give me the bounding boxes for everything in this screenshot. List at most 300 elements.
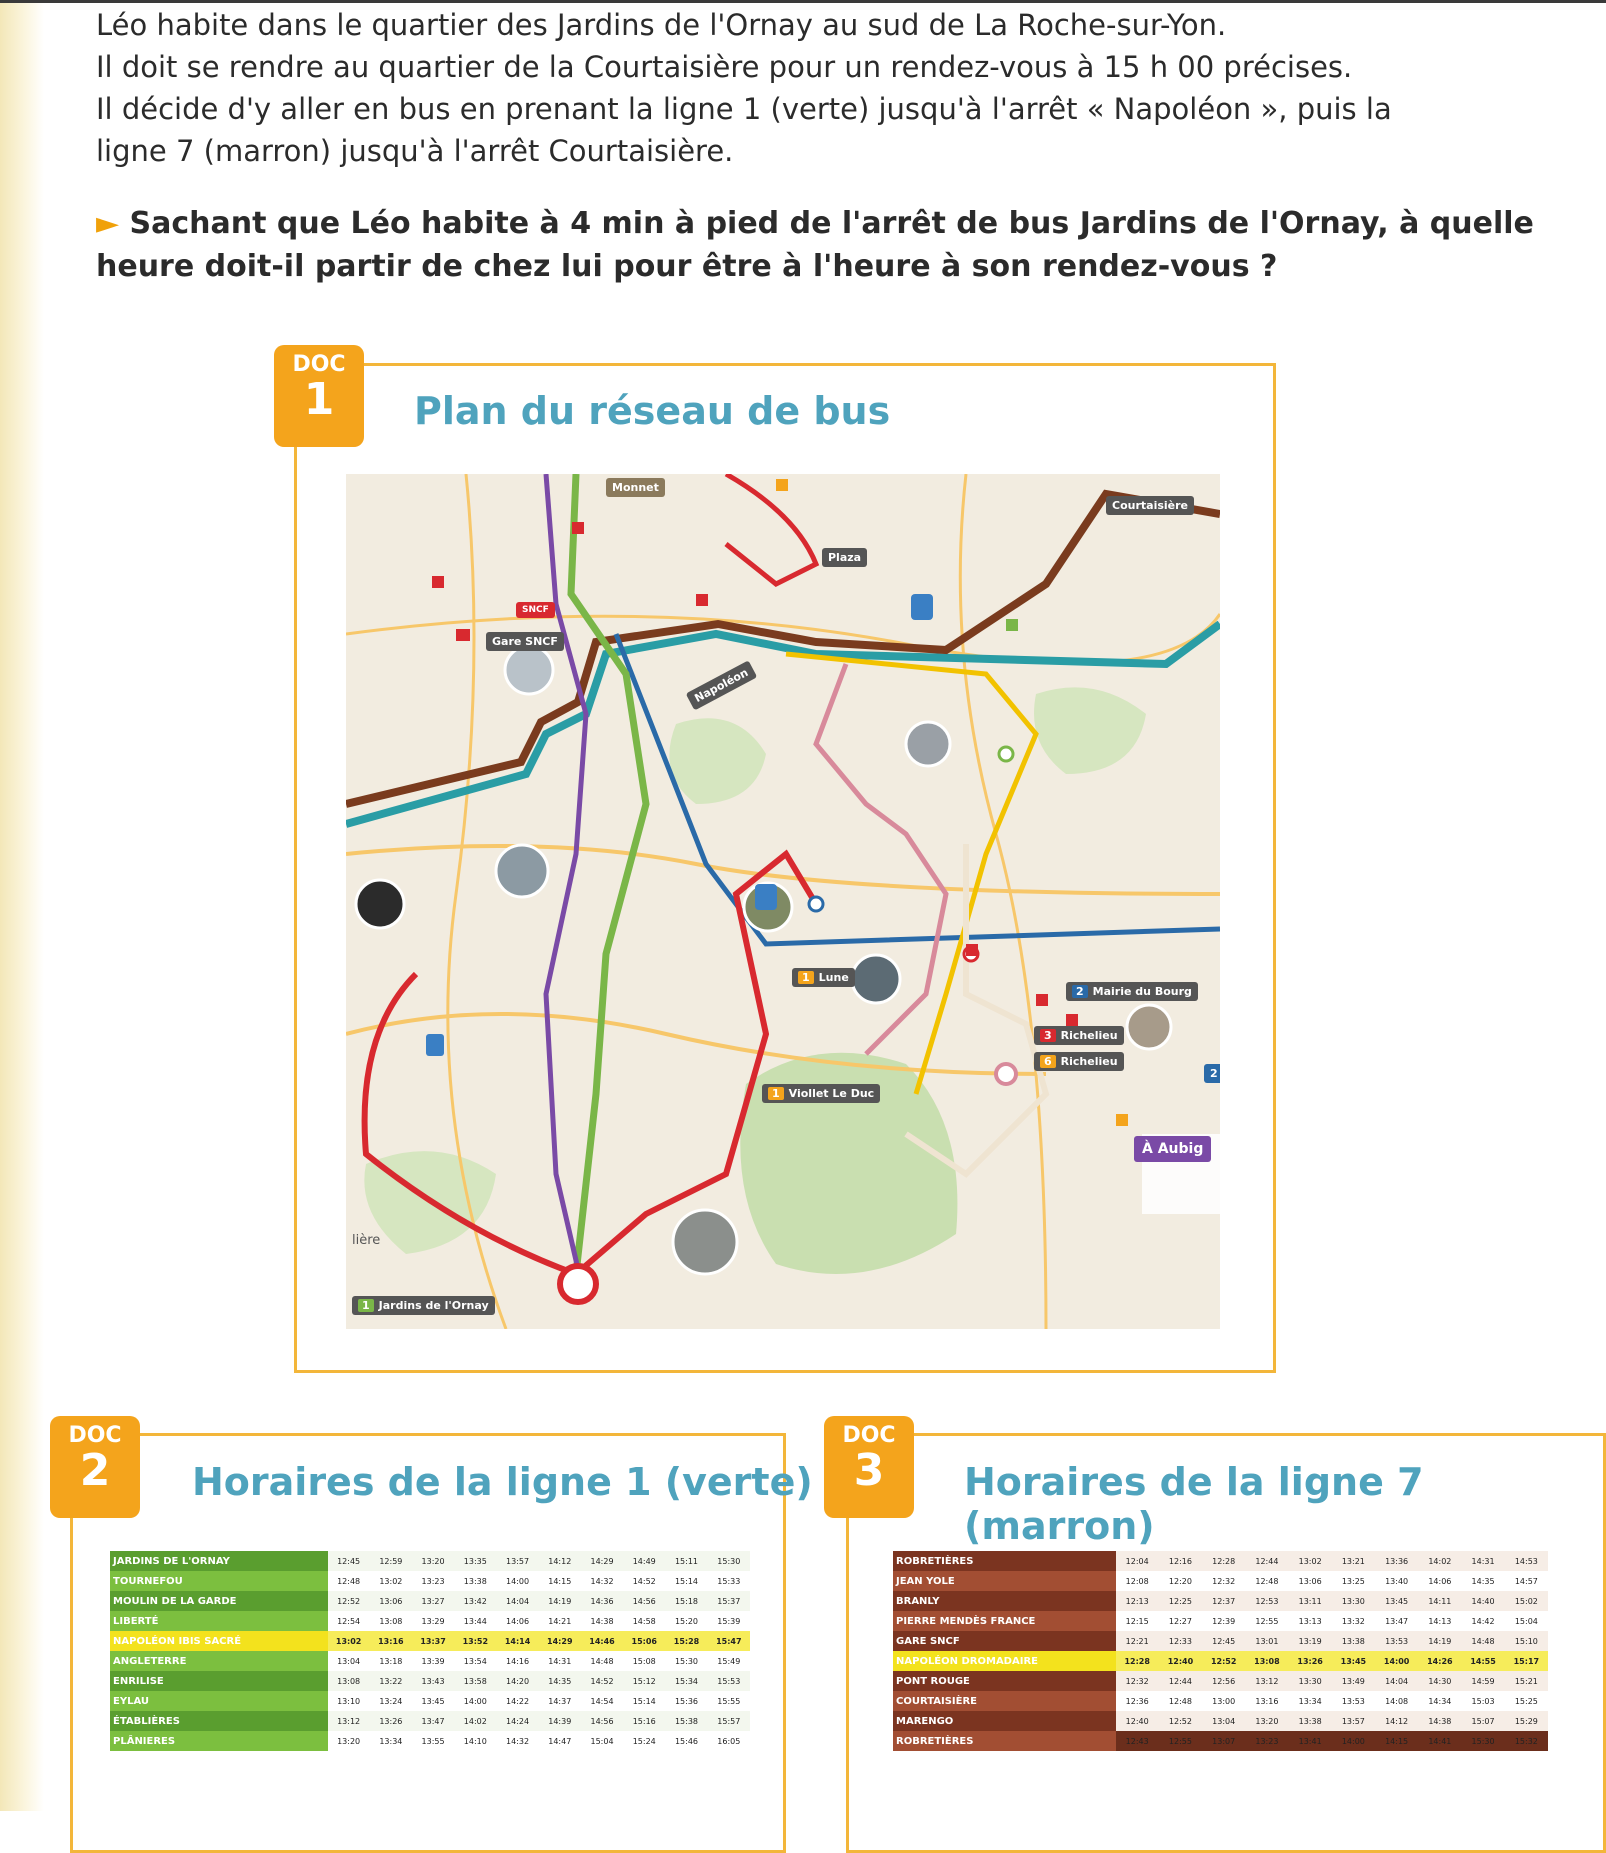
- exercise-question: [96, 202, 1576, 288]
- stop-name: Richelieu: [1060, 1055, 1118, 1068]
- departure-time-cell: 15:21: [1505, 1671, 1548, 1691]
- timetable-line-1: [110, 1551, 750, 1751]
- departure-time-cell: 14:46: [581, 1631, 623, 1651]
- departure-time-cell: 12:21: [1116, 1631, 1159, 1651]
- departure-time-cell: 14:21: [539, 1611, 581, 1631]
- departure-time-cell: 15:47: [708, 1631, 750, 1651]
- departure-time-cell: 13:26: [370, 1711, 412, 1731]
- photo-thumbnail: [496, 845, 548, 897]
- departure-time-cell: 14:00: [1375, 1651, 1418, 1671]
- departure-time-cell: 12:53: [1245, 1591, 1288, 1611]
- departure-time-cell: 13:55: [412, 1731, 454, 1751]
- departure-time-cell: 13:57: [496, 1551, 538, 1571]
- map-label-courtaisiere: Courtaisière: [1106, 496, 1194, 515]
- departure-time-cell: 15:53: [708, 1671, 750, 1691]
- departure-time-cell: 14:53: [1505, 1551, 1548, 1571]
- doc2-badge: [50, 1416, 140, 1518]
- departure-time-cell: 15:55: [708, 1691, 750, 1711]
- departure-time-cell: 15:36: [665, 1691, 707, 1711]
- departure-time-cell: 15:57: [708, 1711, 750, 1731]
- departure-time-cell: 13:49: [1332, 1671, 1375, 1691]
- departure-time-cell: 12:32: [1116, 1671, 1159, 1691]
- question-text: Sachant que Léo habite à 4 min à pied de l'arrêt de bus Jardins de l'Ornay, à quelle: [129, 206, 1534, 241]
- departure-time-cell: 15:39: [708, 1611, 750, 1631]
- departure-time-cell: 14:49: [623, 1551, 665, 1571]
- departure-time-cell: 13:19: [1289, 1631, 1332, 1651]
- line-number: 1: [358, 1299, 374, 1312]
- departure-time-cell: 12:52: [1159, 1711, 1202, 1731]
- departure-time-cell: 13:41: [1289, 1731, 1332, 1751]
- departure-time-cell: 12:55: [1159, 1731, 1202, 1751]
- stop-name-cell: NAPOLÉON IBIS SACRÉ: [110, 1631, 328, 1651]
- departure-time-cell: 12:15: [1116, 1611, 1159, 1631]
- stop-name-cell: ROBRETIÈRES: [893, 1551, 1116, 1571]
- doc-label: DOC: [842, 1423, 896, 1448]
- photo-thumbnail: [673, 1210, 737, 1274]
- departure-time-cell: 12:33: [1159, 1631, 1202, 1651]
- point-of-interest-icon: [432, 576, 444, 588]
- stop-name-cell: TOURNEFOU: [110, 1571, 328, 1591]
- photo-thumbnail: [1127, 1005, 1171, 1049]
- timetable-row: [110, 1651, 750, 1671]
- departure-time-cell: 12:45: [328, 1551, 370, 1571]
- departure-time-cell: 13:02: [370, 1571, 412, 1591]
- departure-time-cell: 14:00: [496, 1571, 538, 1591]
- timetable-row: [110, 1631, 750, 1651]
- departure-time-cell: 12:37: [1202, 1591, 1245, 1611]
- map-label-liere: lière: [352, 1233, 381, 1248]
- departure-time-cell: 15:11: [665, 1551, 707, 1571]
- departure-time-cell: 12:04: [1116, 1551, 1159, 1571]
- departure-time-cell: 14:16: [496, 1651, 538, 1671]
- departure-time-cell: 13:47: [412, 1711, 454, 1731]
- map-label-napoleon: Napoléon: [686, 661, 757, 711]
- departure-time-cell: 14:34: [1418, 1691, 1461, 1711]
- departure-time-cell: 14:12: [539, 1551, 581, 1571]
- stop-name-cell: BRANLY: [893, 1591, 1116, 1611]
- stop-name-cell: JARDINS DE L'ORNAY: [110, 1551, 328, 1571]
- stop-marker: [999, 747, 1013, 761]
- departure-time-cell: 12:28: [1116, 1651, 1159, 1671]
- timetable-row: [893, 1691, 1548, 1711]
- map-label-lune: [792, 968, 855, 987]
- departure-time-cell: 12:20: [1159, 1571, 1202, 1591]
- stop-name-cell: EYLAU: [110, 1691, 328, 1711]
- departure-time-cell: 14:58: [623, 1611, 665, 1631]
- departure-time-cell: 14:06: [1418, 1571, 1461, 1591]
- departure-time-cell: 15:18: [665, 1591, 707, 1611]
- departure-time-cell: 13:53: [1375, 1631, 1418, 1651]
- departure-time-cell: 13:39: [412, 1651, 454, 1671]
- departure-time-cell: 13:57: [1332, 1711, 1375, 1731]
- doc-label: DOC: [68, 1423, 122, 1448]
- stop-name-cell: PLÂNIERES: [110, 1731, 328, 1751]
- timetable-row: [110, 1611, 750, 1631]
- departure-time-cell: 15:32: [1505, 1731, 1548, 1751]
- point-of-interest-icon: [572, 522, 584, 534]
- departure-time-cell: 13:42: [454, 1591, 496, 1611]
- timetable-row: [893, 1711, 1548, 1731]
- departure-time-cell: 13:44: [454, 1611, 496, 1631]
- departure-time-cell: 12:32: [1202, 1571, 1245, 1591]
- timetable-row: [893, 1631, 1548, 1651]
- terminus-marker: [560, 1266, 596, 1302]
- departure-time-cell: 14:04: [496, 1591, 538, 1611]
- stop-name-cell: ÉTABLIÈRES: [110, 1711, 328, 1731]
- departure-time-cell: 12:44: [1159, 1671, 1202, 1691]
- departure-time-cell: 12:36: [1116, 1691, 1159, 1711]
- departure-time-cell: 14:08: [1375, 1691, 1418, 1711]
- doc-number: 3: [853, 1445, 885, 1496]
- departure-time-cell: 12:40: [1116, 1711, 1159, 1731]
- departure-time-cell: 15:03: [1461, 1691, 1504, 1711]
- departure-time-cell: 15:30: [1461, 1731, 1504, 1751]
- departure-time-cell: 13:47: [1375, 1611, 1418, 1631]
- departure-time-cell: 14:52: [623, 1571, 665, 1591]
- departure-time-cell: 13:08: [328, 1671, 370, 1691]
- timetable-row: [893, 1651, 1548, 1671]
- departure-time-cell: 13:11: [1289, 1591, 1332, 1611]
- departure-time-cell: 14:54: [581, 1691, 623, 1711]
- timetable-row: [110, 1551, 750, 1571]
- departure-time-cell: 13:26: [1289, 1651, 1332, 1671]
- stop-name-cell: PONT ROUGE: [893, 1671, 1116, 1691]
- timetable-row: [893, 1611, 1548, 1631]
- departure-time-cell: 13:00: [1202, 1691, 1245, 1711]
- departure-time-cell: 14:32: [496, 1731, 538, 1751]
- stop-name-cell: NAPOLÉON DROMADAIRE: [893, 1651, 1116, 1671]
- departure-time-cell: 14:14: [496, 1631, 538, 1651]
- departure-time-cell: 14:48: [581, 1651, 623, 1671]
- departure-time-cell: 14:26: [1418, 1651, 1461, 1671]
- timetable-row: [893, 1671, 1548, 1691]
- departure-time-cell: 13:02: [1289, 1551, 1332, 1571]
- departure-time-cell: 12:27: [1159, 1611, 1202, 1631]
- stop-name-cell: PIERRE MENDÈS FRANCE: [893, 1611, 1116, 1631]
- departure-time-cell: 15:24: [623, 1731, 665, 1751]
- map-label-monnet: Monnet: [606, 478, 665, 497]
- departure-time-cell: 14:29: [539, 1631, 581, 1651]
- departure-time-cell: 13:02: [328, 1631, 370, 1651]
- timetable-row: [110, 1711, 750, 1731]
- departure-time-cell: 14:41: [1418, 1731, 1461, 1751]
- departure-time-cell: 13:08: [1245, 1651, 1288, 1671]
- departure-time-cell: 15:06: [623, 1631, 665, 1651]
- photo-thumbnail: [906, 722, 950, 766]
- departure-time-cell: 14:12: [1375, 1711, 1418, 1731]
- departure-time-cell: 15:02: [1505, 1591, 1548, 1611]
- departure-time-cell: 15:28: [665, 1631, 707, 1651]
- stop-name-cell: COURTAISIÈRE: [893, 1691, 1116, 1711]
- departure-time-cell: 15:20: [665, 1611, 707, 1631]
- departure-time-cell: 13:20: [328, 1731, 370, 1751]
- exercise-statement: [96, 4, 1576, 172]
- map-label-aubigny: À Aubig: [1134, 1136, 1211, 1162]
- departure-time-cell: 15:29: [1505, 1711, 1548, 1731]
- departure-time-cell: 12:39: [1202, 1611, 1245, 1631]
- departure-time-cell: 13:23: [1245, 1731, 1288, 1751]
- departure-time-cell: 12:59: [370, 1551, 412, 1571]
- point-of-interest-icon: [1116, 1114, 1128, 1126]
- departure-time-cell: 13:01: [1245, 1631, 1288, 1651]
- stop-name: Viollet Le Duc: [788, 1087, 875, 1100]
- departure-time-cell: 12:40: [1159, 1651, 1202, 1671]
- statement-line: Il décide d'y aller en bus en prenant la ligne 1 (verte) jusqu'à l'arrêt « Napoléon », puis la: [96, 92, 1392, 126]
- stop-name-cell: MARENGO: [893, 1711, 1116, 1731]
- departure-time-cell: 15:14: [665, 1571, 707, 1591]
- departure-time-cell: 14:22: [496, 1691, 538, 1711]
- departure-time-cell: 14:04: [1375, 1671, 1418, 1691]
- departure-time-cell: 13:18: [370, 1651, 412, 1671]
- timetable-row: [893, 1571, 1548, 1591]
- departure-time-cell: 13:06: [1289, 1571, 1332, 1591]
- departure-time-cell: 14:02: [454, 1711, 496, 1731]
- photo-thumbnail: [505, 646, 553, 694]
- arrow-icon: ►: [96, 206, 120, 241]
- parking-icon: [755, 884, 777, 910]
- departure-time-cell: 12:43: [1116, 1731, 1159, 1751]
- departure-time-cell: 12:13: [1116, 1591, 1159, 1611]
- stop-name-cell: ENRILISE: [110, 1671, 328, 1691]
- departure-time-cell: 13:43: [412, 1671, 454, 1691]
- departure-time-cell: 15:04: [1505, 1611, 1548, 1631]
- departure-time-cell: 13:08: [370, 1611, 412, 1631]
- departure-time-cell: 13:23: [412, 1571, 454, 1591]
- timetable-row: [110, 1571, 750, 1591]
- map-label-mairie-du-bourg: [1066, 982, 1198, 1001]
- departure-time-cell: 13:20: [412, 1551, 454, 1571]
- statement-line: Léo habite dans le quartier des Jardins de l'Ornay au sud de La Roche-sur-Yon.: [96, 8, 1227, 42]
- departure-time-cell: 14:48: [1461, 1631, 1504, 1651]
- departure-time-cell: 15:07: [1461, 1711, 1504, 1731]
- departure-time-cell: 13:16: [370, 1631, 412, 1651]
- departure-time-cell: 14:37: [539, 1691, 581, 1711]
- departure-time-cell: 15:04: [581, 1731, 623, 1751]
- question-line: [96, 202, 1576, 245]
- departure-time-cell: 14:15: [1375, 1731, 1418, 1751]
- departure-time-cell: 12:54: [328, 1611, 370, 1631]
- departure-time-cell: 13:34: [1289, 1691, 1332, 1711]
- departure-time-cell: 12:28: [1202, 1551, 1245, 1571]
- map-label-gare-sncf: Gare SNCF: [486, 632, 564, 651]
- stop-name-cell: ANGLETERRE: [110, 1651, 328, 1671]
- departure-time-cell: 14:00: [1332, 1731, 1375, 1751]
- departure-time-cell: 14:56: [623, 1591, 665, 1611]
- departure-time-cell: 14:15: [539, 1571, 581, 1591]
- parking-icon: [426, 1034, 444, 1056]
- doc3-badge: [824, 1416, 914, 1518]
- question-line: heure doit-il partir de chez lui pour être à l'heure à son rendez-vous ?: [96, 249, 1278, 284]
- statement-line: ligne 7 (marron) jusqu'à l'arrêt Courtaisière.: [96, 134, 734, 168]
- departure-time-cell: 13:27: [412, 1591, 454, 1611]
- departure-time-cell: 12:08: [1116, 1571, 1159, 1591]
- stop-name: Jardins de l'Ornay: [378, 1299, 489, 1312]
- departure-time-cell: 13:30: [1289, 1671, 1332, 1691]
- departure-time-cell: 13:12: [328, 1711, 370, 1731]
- departure-time-cell: 13:32: [1332, 1611, 1375, 1631]
- departure-time-cell: 13:38: [1289, 1711, 1332, 1731]
- departure-time-cell: 12:16: [1159, 1551, 1202, 1571]
- departure-time-cell: 16:05: [708, 1731, 750, 1751]
- departure-time-cell: 14:13: [1418, 1611, 1461, 1631]
- departure-time-cell: 12:48: [328, 1571, 370, 1591]
- departure-time-cell: 15:14: [623, 1691, 665, 1711]
- departure-time-cell: 13:54: [454, 1651, 496, 1671]
- departure-time-cell: 12:52: [1202, 1651, 1245, 1671]
- line-number: 3: [1040, 1029, 1056, 1042]
- departure-time-cell: 14:40: [1461, 1591, 1504, 1611]
- departure-time-cell: 13:24: [370, 1691, 412, 1711]
- stop-name-cell: GARE SNCF: [893, 1631, 1116, 1651]
- departure-time-cell: 14:35: [1461, 1571, 1504, 1591]
- departure-time-cell: 15:25: [1505, 1691, 1548, 1711]
- map-label-line-2: 2: [1204, 1064, 1220, 1083]
- departure-time-cell: 15:46: [665, 1731, 707, 1751]
- timetable-row: [893, 1731, 1548, 1751]
- departure-time-cell: 15:10: [1505, 1631, 1548, 1651]
- departure-time-cell: 12:56: [1202, 1671, 1245, 1691]
- stop-name: Mairie du Bourg: [1092, 985, 1192, 998]
- departure-time-cell: 14:29: [581, 1551, 623, 1571]
- departure-time-cell: 13:04: [1202, 1711, 1245, 1731]
- doc2-title: Horaires de la ligne 1 (verte): [192, 1460, 813, 1504]
- departure-time-cell: 12:45: [1202, 1631, 1245, 1651]
- departure-time-cell: 12:48: [1159, 1691, 1202, 1711]
- doc3-title: Horaires de la ligne 7 (marron): [964, 1460, 1424, 1548]
- stop-name: Lune: [818, 971, 849, 984]
- doc-number: 1: [303, 374, 335, 425]
- departure-time-cell: 14:55: [1461, 1651, 1504, 1671]
- bus-network-map: [346, 474, 1220, 1329]
- doc1-title: Plan du réseau de bus: [414, 389, 891, 433]
- departure-time-cell: 14:56: [581, 1711, 623, 1731]
- timetable-row: [110, 1731, 750, 1751]
- departure-time-cell: 14:35: [539, 1671, 581, 1691]
- departure-time-cell: 13:22: [370, 1671, 412, 1691]
- line-number: 2: [1072, 985, 1088, 998]
- statement-line: Il doit se rendre au quartier de la Courtaisière pour un rendez-vous à 15 h 00 précises.: [96, 50, 1353, 84]
- point-of-interest-icon: [1006, 619, 1018, 631]
- departure-time-cell: 14:19: [1418, 1631, 1461, 1651]
- timetable-row: [110, 1691, 750, 1711]
- departure-time-cell: 12:55: [1245, 1611, 1288, 1631]
- departure-time-cell: 14:20: [496, 1671, 538, 1691]
- departure-time-cell: 14:57: [1505, 1571, 1548, 1591]
- departure-time-cell: 13:20: [1245, 1711, 1288, 1731]
- departure-time-cell: 13:37: [412, 1631, 454, 1651]
- doc-number: 2: [79, 1445, 111, 1496]
- map-label-richelieu: [1034, 1052, 1124, 1071]
- departure-time-cell: 14:02: [1418, 1551, 1461, 1571]
- departure-time-cell: 12:44: [1245, 1551, 1288, 1571]
- departure-time-cell: 13:58: [454, 1671, 496, 1691]
- departure-time-cell: 14:24: [496, 1711, 538, 1731]
- departure-time-cell: 12:48: [1245, 1571, 1288, 1591]
- departure-time-cell: 14:19: [539, 1591, 581, 1611]
- departure-time-cell: 13:21: [1332, 1551, 1375, 1571]
- departure-time-cell: 15:34: [665, 1671, 707, 1691]
- point-of-interest-icon: [776, 479, 788, 491]
- departure-time-cell: 13:25: [1332, 1571, 1375, 1591]
- departure-time-cell: 13:52: [454, 1631, 496, 1651]
- departure-time-cell: 14:00: [454, 1691, 496, 1711]
- departure-time-cell: 13:30: [1332, 1591, 1375, 1611]
- point-of-interest-icon: [1066, 1014, 1078, 1026]
- departure-time-cell: 14:10: [454, 1731, 496, 1751]
- departure-time-cell: 14:38: [1418, 1711, 1461, 1731]
- departure-time-cell: 13:45: [1375, 1591, 1418, 1611]
- departure-time-cell: 14:47: [539, 1731, 581, 1751]
- map-label-sncf: SNCF: [516, 602, 555, 618]
- map-label-viollet-le-duc: [762, 1084, 880, 1103]
- departure-time-cell: 13:35: [454, 1551, 496, 1571]
- doc-label: DOC: [292, 352, 346, 377]
- line-number: 1: [798, 971, 814, 984]
- timetable-row: [893, 1591, 1548, 1611]
- departure-time-cell: 15:30: [708, 1551, 750, 1571]
- point-of-interest-icon: [966, 944, 978, 956]
- departure-time-cell: 15:08: [623, 1651, 665, 1671]
- departure-time-cell: 15:37: [708, 1591, 750, 1611]
- point-of-interest-icon: [1036, 994, 1048, 1006]
- departure-time-cell: 14:52: [581, 1671, 623, 1691]
- departure-time-cell: 13:38: [454, 1571, 496, 1591]
- departure-time-cell: 13:36: [1375, 1551, 1418, 1571]
- departure-time-cell: 15:17: [1505, 1651, 1548, 1671]
- departure-time-cell: 13:29: [412, 1611, 454, 1631]
- stop-name-cell: MOULIN DE LA GARDE: [110, 1591, 328, 1611]
- departure-time-cell: 13:16: [1245, 1691, 1288, 1711]
- departure-time-cell: 15:16: [623, 1711, 665, 1731]
- departure-time-cell: 13:53: [1332, 1691, 1375, 1711]
- photo-thumbnail: [852, 955, 900, 1003]
- stop-name: Richelieu: [1060, 1029, 1118, 1042]
- departure-time-cell: 14:42: [1461, 1611, 1504, 1631]
- departure-time-cell: 14:30: [1418, 1671, 1461, 1691]
- departure-time-cell: 12:25: [1159, 1591, 1202, 1611]
- timetable-row: [110, 1591, 750, 1611]
- map-label-plaza: Plaza: [822, 548, 867, 567]
- map-label-jardins-de-lornay: [352, 1296, 495, 1315]
- stop-marker: [809, 897, 823, 911]
- line-number: 1: [768, 1087, 784, 1100]
- departure-time-cell: 12:52: [328, 1591, 370, 1611]
- departure-time-cell: 13:34: [370, 1731, 412, 1751]
- timetable-line-7: [893, 1551, 1548, 1751]
- departure-time-cell: 15:49: [708, 1651, 750, 1671]
- departure-time-cell: 13:07: [1202, 1731, 1245, 1751]
- departure-time-cell: 15:33: [708, 1571, 750, 1591]
- departure-time-cell: 13:06: [370, 1591, 412, 1611]
- stop-name-cell: JEAN YOLE: [893, 1571, 1116, 1591]
- departure-time-cell: 13:38: [1332, 1631, 1375, 1651]
- departure-time-cell: 14:38: [581, 1611, 623, 1631]
- map-drawing: [346, 474, 1220, 1329]
- departure-time-cell: 14:31: [539, 1651, 581, 1671]
- departure-time-cell: 14:31: [1461, 1551, 1504, 1571]
- parking-icon: [911, 594, 933, 620]
- timetable-row: [110, 1671, 750, 1691]
- departure-time-cell: 14:11: [1418, 1591, 1461, 1611]
- stop-marker: [996, 1064, 1016, 1084]
- departure-time-cell: 13:12: [1245, 1671, 1288, 1691]
- photo-thumbnail: [356, 880, 404, 928]
- departure-time-cell: 15:30: [665, 1651, 707, 1671]
- departure-time-cell: 13:13: [1289, 1611, 1332, 1631]
- departure-time-cell: 14:06: [496, 1611, 538, 1631]
- departure-time-cell: 13:04: [328, 1651, 370, 1671]
- point-of-interest-icon: [696, 594, 708, 606]
